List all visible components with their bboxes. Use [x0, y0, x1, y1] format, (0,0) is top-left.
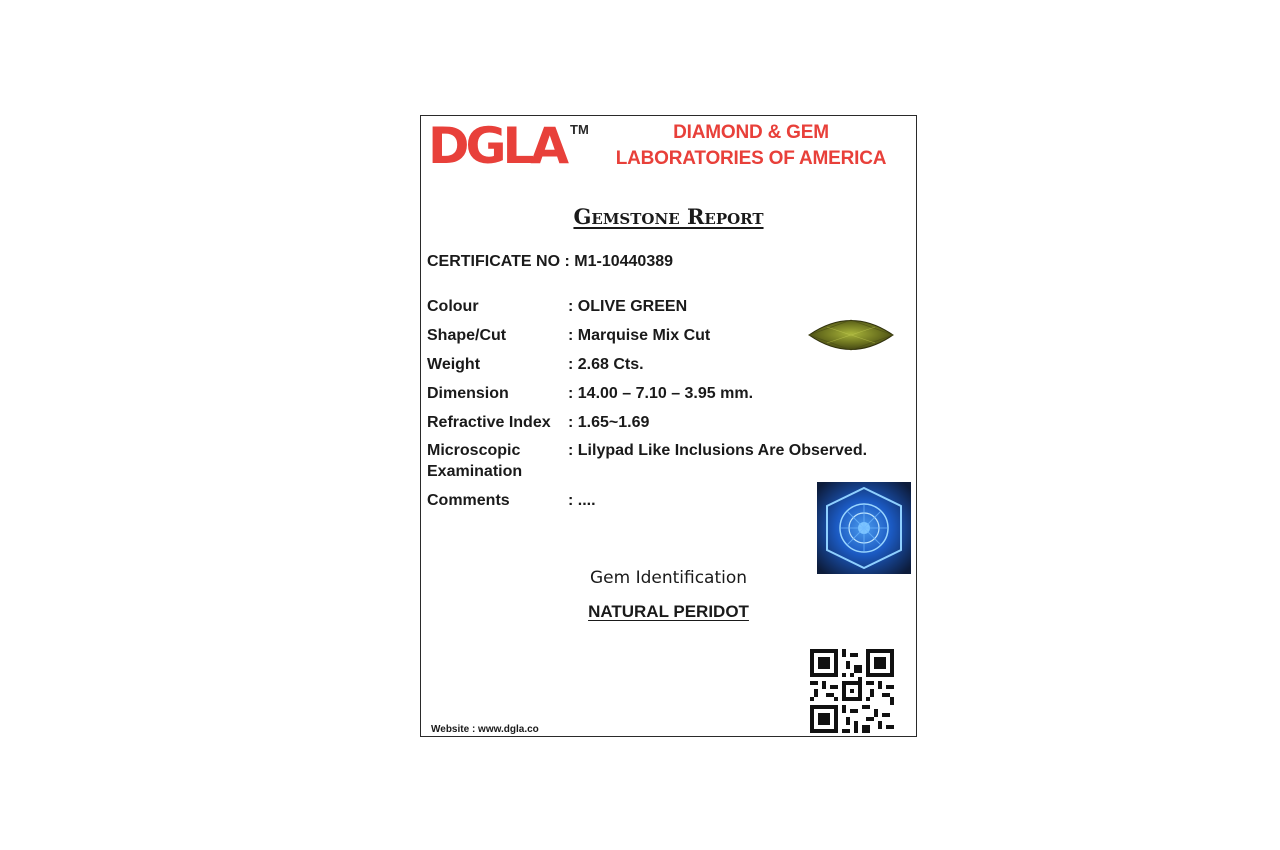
detail-value: : Marquise Mix Cut [568, 327, 711, 344]
detail-label: Weight [427, 356, 481, 373]
marquise-gem-icon [807, 312, 895, 358]
logo-text: DGLA [428, 117, 566, 175]
qr-code-icon [810, 649, 894, 733]
detail-label: Refractive Index [427, 414, 551, 431]
detail-value: : 14.00 – 7.10 – 3.95 mm. [568, 385, 754, 402]
gem-identification-label: Gem Identification [589, 568, 748, 588]
detail-value: : Lilypad Like Inclusions Are Observed. [568, 442, 868, 459]
detail-value: : 1.65~1.69 [568, 414, 650, 431]
dgla-logo [428, 117, 598, 175]
logo-trademark: TM [570, 122, 589, 137]
lab-name-line1: DIAMOND & GEM [673, 122, 829, 143]
detail-label: Colour [427, 298, 479, 315]
certificate-value: M1-10440389 [574, 253, 674, 270]
detail-value: : .... [568, 492, 596, 509]
certificate-label: CERTIFICATE NO : [427, 253, 570, 270]
hologram-seal-icon [817, 482, 911, 574]
gem-identification-value: NATURAL PERIDOT [588, 602, 749, 621]
detail-value: : 2.68 Cts. [568, 356, 644, 373]
detail-value: : OLIVE GREEN [568, 298, 688, 315]
detail-label: Microscopic Examination [427, 442, 523, 480]
report-title: Gemstone Report [573, 204, 764, 229]
lab-name-line2: LABORATORIES OF AMERICA [615, 148, 887, 169]
certificate-number [427, 253, 673, 271]
detail-label: Comments [427, 492, 510, 509]
website-text: Website : www.dgla.co [431, 724, 539, 735]
lab-name [601, 120, 901, 172]
detail-label: Dimension [427, 385, 509, 402]
detail-label: Shape/Cut [427, 327, 507, 344]
gemstone-report-card [420, 115, 917, 737]
